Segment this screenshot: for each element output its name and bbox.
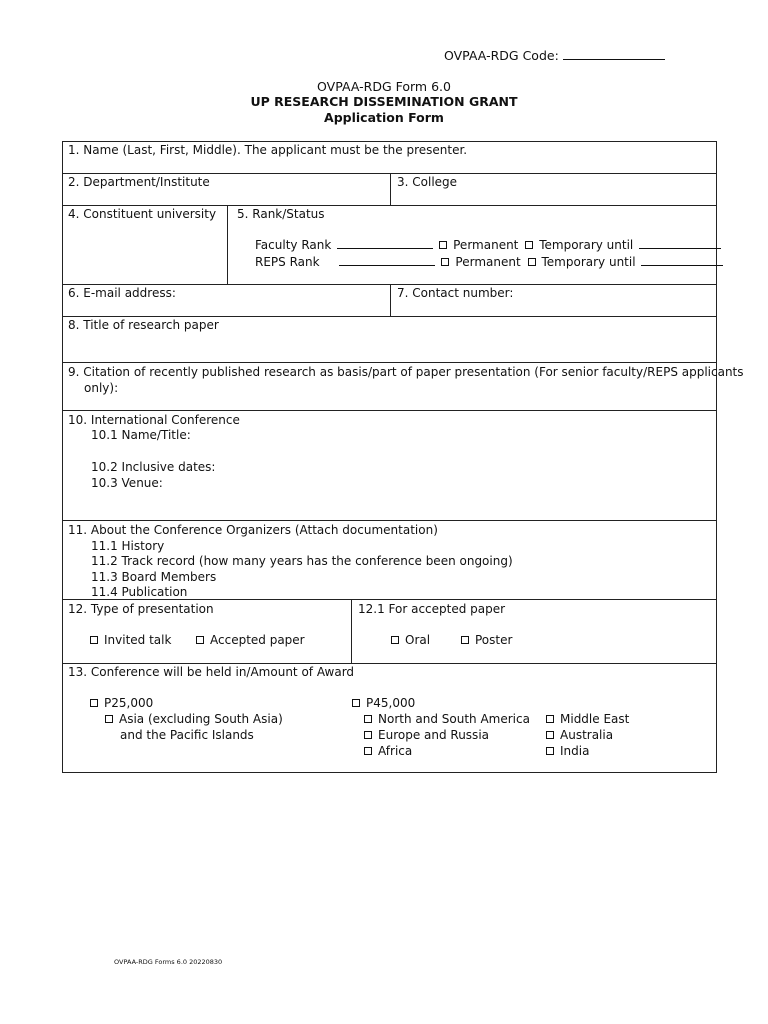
code-label: OVPAA-RDG Code: bbox=[444, 48, 559, 63]
board-members-label: 11.3 Board Members bbox=[91, 570, 217, 584]
reps-temporary-until-blank[interactable] bbox=[641, 254, 723, 266]
australia-option[interactable] bbox=[546, 728, 613, 742]
europe-russia-option[interactable] bbox=[364, 728, 489, 742]
faculty-temporary-until-blank[interactable] bbox=[639, 237, 721, 249]
department-field-label: 2. Department/Institute bbox=[68, 175, 210, 189]
faculty-permanent-checkbox[interactable] bbox=[439, 241, 447, 249]
international-conference-label: 10. International Conference bbox=[68, 413, 240, 427]
accepted-paper-option[interactable] bbox=[196, 633, 305, 647]
row-divider bbox=[62, 362, 717, 363]
india-label: India bbox=[560, 744, 590, 758]
row-divider bbox=[62, 599, 717, 600]
india-option[interactable] bbox=[546, 744, 589, 758]
africa-option[interactable] bbox=[364, 744, 412, 758]
accepted-paper-label: Accepted paper bbox=[210, 633, 305, 647]
middle-east-label: Middle East bbox=[560, 712, 630, 726]
track-record-label: 11.2 Track record (how many years has the conference been ongoing) bbox=[91, 554, 513, 568]
reps-rank-blank[interactable] bbox=[339, 254, 435, 266]
row-divider bbox=[62, 205, 717, 206]
australia-checkbox[interactable] bbox=[546, 731, 554, 739]
p25000-label: P25,000 bbox=[104, 696, 154, 710]
venue-label: 10.3 Venue: bbox=[91, 476, 163, 490]
form-title: Application Form bbox=[324, 110, 444, 125]
conference-name-label: 10.1 Name/Title: bbox=[91, 428, 191, 442]
footer-form-code: OVPAA-RDG Forms 6.0 20220830 bbox=[114, 958, 223, 966]
middle-east-checkbox[interactable] bbox=[546, 715, 554, 723]
africa-checkbox[interactable] bbox=[364, 747, 372, 755]
constituent-university-label: 4. Constituent university bbox=[68, 207, 217, 221]
column-divider bbox=[351, 599, 352, 663]
accepted-paper-checkbox[interactable] bbox=[196, 636, 204, 644]
row-divider bbox=[62, 410, 717, 411]
conference-organizers-label: 11. About the Conference Organizers (Attach documentation) bbox=[68, 523, 438, 537]
africa-label: Africa bbox=[378, 744, 413, 758]
australia-label: Australia bbox=[560, 728, 614, 742]
faculty-rank-blank[interactable] bbox=[337, 237, 433, 249]
europe-russia-checkbox[interactable] bbox=[364, 731, 372, 739]
north-south-america-option[interactable] bbox=[364, 712, 530, 726]
asia-checkbox[interactable] bbox=[105, 715, 113, 723]
contact-number-label: 7. Contact number: bbox=[397, 286, 514, 300]
poster-label: Poster bbox=[475, 633, 513, 647]
history-label: 11.1 History bbox=[91, 539, 165, 553]
column-divider bbox=[227, 205, 228, 284]
conference-location-label: 13. Conference will be held in/Amount of Award bbox=[68, 665, 355, 679]
faculty-rank-row bbox=[255, 237, 721, 252]
rank-status-label: 5. Rank/Status bbox=[237, 207, 325, 221]
reps-permanent-label: Permanent bbox=[455, 255, 521, 269]
asia-label: Asia (excluding South Asia) bbox=[119, 712, 283, 726]
reps-temporary-label: Temporary until bbox=[541, 255, 636, 269]
grant-title: UP RESEARCH DISSEMINATION GRANT bbox=[250, 94, 518, 109]
p45000-option[interactable] bbox=[352, 696, 415, 710]
faculty-rank-label: Faculty Rank bbox=[255, 238, 332, 252]
faculty-temporary-label: Temporary until bbox=[539, 238, 634, 252]
college-field-label: 3. College bbox=[397, 175, 458, 189]
row-divider bbox=[62, 520, 717, 521]
oral-option[interactable] bbox=[391, 633, 430, 647]
citation-label-line2: only): bbox=[84, 381, 119, 395]
invited-talk-checkbox[interactable] bbox=[90, 636, 98, 644]
reps-permanent-checkbox[interactable] bbox=[441, 258, 449, 266]
research-title-label: 8. Title of research paper bbox=[68, 318, 219, 332]
north-south-america-label: North and South America bbox=[378, 712, 530, 726]
citation-label-line1: 9. Citation of recently published research as basis/part of paper presentation (For senior faculty/REPS applicants bbox=[68, 365, 744, 379]
poster-checkbox[interactable] bbox=[461, 636, 469, 644]
asia-option[interactable] bbox=[105, 712, 283, 726]
email-field-label: 6. E-mail address: bbox=[68, 286, 176, 300]
reps-rank-row bbox=[255, 254, 723, 269]
reps-rank-label: REPS Rank bbox=[255, 255, 320, 269]
name-field-label: 1. Name (Last, First, Middle). The applicant must be the presenter. bbox=[68, 143, 468, 157]
oral-checkbox[interactable] bbox=[391, 636, 399, 644]
north-south-america-checkbox[interactable] bbox=[364, 715, 372, 723]
code-blank[interactable] bbox=[563, 47, 665, 60]
presentation-type-label: 12. Type of presentation bbox=[68, 602, 214, 616]
faculty-permanent-label: Permanent bbox=[453, 238, 519, 252]
p45000-label: P45,000 bbox=[366, 696, 416, 710]
invited-talk-option[interactable] bbox=[90, 633, 171, 647]
column-divider bbox=[390, 173, 391, 205]
column-divider bbox=[390, 284, 391, 316]
form-number: OVPAA-RDG Form 6.0 bbox=[317, 79, 451, 94]
publication-label: 11.4 Publication bbox=[91, 585, 188, 599]
faculty-temporary-checkbox[interactable] bbox=[525, 241, 533, 249]
oral-label: Oral bbox=[405, 633, 431, 647]
poster-option[interactable] bbox=[461, 633, 512, 647]
p25000-option[interactable] bbox=[90, 696, 153, 710]
p25000-checkbox[interactable] bbox=[90, 699, 98, 707]
inclusive-dates-label: 10.2 Inclusive dates: bbox=[91, 460, 216, 474]
invited-talk-label: Invited talk bbox=[104, 633, 172, 647]
europe-russia-label: Europe and Russia bbox=[378, 728, 489, 742]
ovpaa-rdg-code-field bbox=[444, 47, 665, 63]
asia-label-line2: and the Pacific Islands bbox=[120, 728, 254, 742]
reps-temporary-checkbox[interactable] bbox=[528, 258, 536, 266]
accepted-paper-type-label: 12.1 For accepted paper bbox=[358, 602, 506, 616]
row-divider bbox=[62, 316, 717, 317]
middle-east-option[interactable] bbox=[546, 712, 629, 726]
p45000-checkbox[interactable] bbox=[352, 699, 360, 707]
row-divider bbox=[62, 663, 717, 664]
india-checkbox[interactable] bbox=[546, 747, 554, 755]
